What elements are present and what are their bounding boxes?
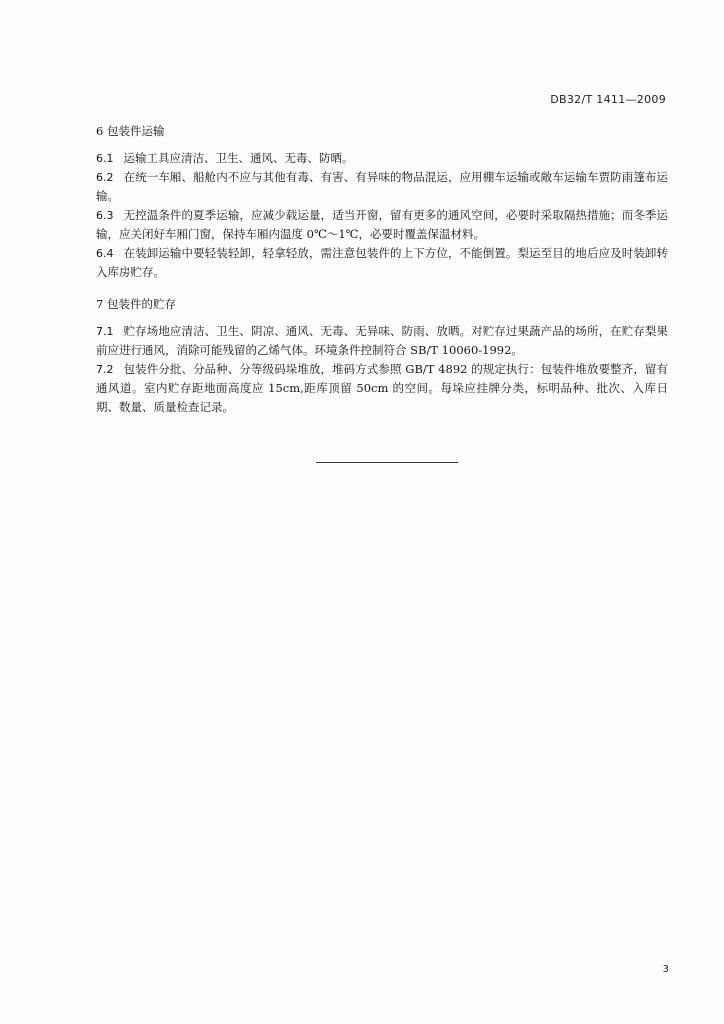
- standard-code: DB32/T 1411—2009: [550, 93, 666, 106]
- clause-text: 在装卸运输中要轻装轻卸，轻拿轻放，需注意包装件的上下方位，不能倒置。梨运至目的地后应及时装卸转入库房贮存。: [96, 246, 668, 279]
- clause-6-2: [96, 168, 668, 206]
- end-of-standard-line: [316, 462, 458, 463]
- clause-text: 贮存场地应清洁、卫生、阴凉、通风、无毒、无异味、防雨、放晒。对贮存过果蔬产品的场所，在贮存梨果前应进行通风，消除可能残留的乙烯气体。环境条件控制符合 SB/T 10060-1992。: [96, 324, 668, 357]
- section-heading: 6 包装件运输: [96, 124, 165, 138]
- clause-number: 6.3: [96, 209, 114, 222]
- clause-number: 6.4: [96, 247, 114, 260]
- document-body: [96, 121, 668, 429]
- page-number: 3: [662, 964, 669, 975]
- clause-text: 运输工具应清洁、卫生、通风、无毒、防晒。: [123, 151, 354, 165]
- clause-text: 包装件分批、分品种、分等级码垛堆放，堆码方式参照 GB/T 4892 的规定执行：包装件堆放要整齐，留有通风道。室内贮存距地面高度应 15cm,距库顶留 50cm 的空间。每垛应挂牌分类，标明品种、批次、入库日期、数量、质量检查记录。: [96, 362, 668, 414]
- clause-number: 7.1: [96, 325, 114, 338]
- clause-text: 无控温条件的夏季运输，应减少载运量，适当开窗，留有更多的通风空间，必要时采取隔热措施；而冬季运输，应关闭好车厢门窗，保持车厢内温度 0℃～1℃，必要时覆盖保温材料。: [96, 208, 668, 241]
- clause-7-2: [96, 360, 668, 417]
- section-heading: 7 包装件的贮存: [96, 297, 176, 311]
- clause-number: 6.2: [96, 171, 114, 184]
- clause-number: 6.1: [96, 152, 114, 165]
- clause-6-4: [96, 244, 668, 282]
- clause-6-3: [96, 206, 668, 244]
- clause-6-1: [96, 149, 668, 168]
- section-6: [96, 121, 668, 282]
- clause-text: 在统一车厢、船舱内不应与其他有毒、有害、有异味的物品混运，应用棚车运输或敞车运输车贾防雨篷布运输。: [96, 170, 668, 203]
- clause-number: 7.2: [96, 363, 114, 376]
- section-7: [96, 294, 668, 417]
- clause-7-1: [96, 322, 668, 360]
